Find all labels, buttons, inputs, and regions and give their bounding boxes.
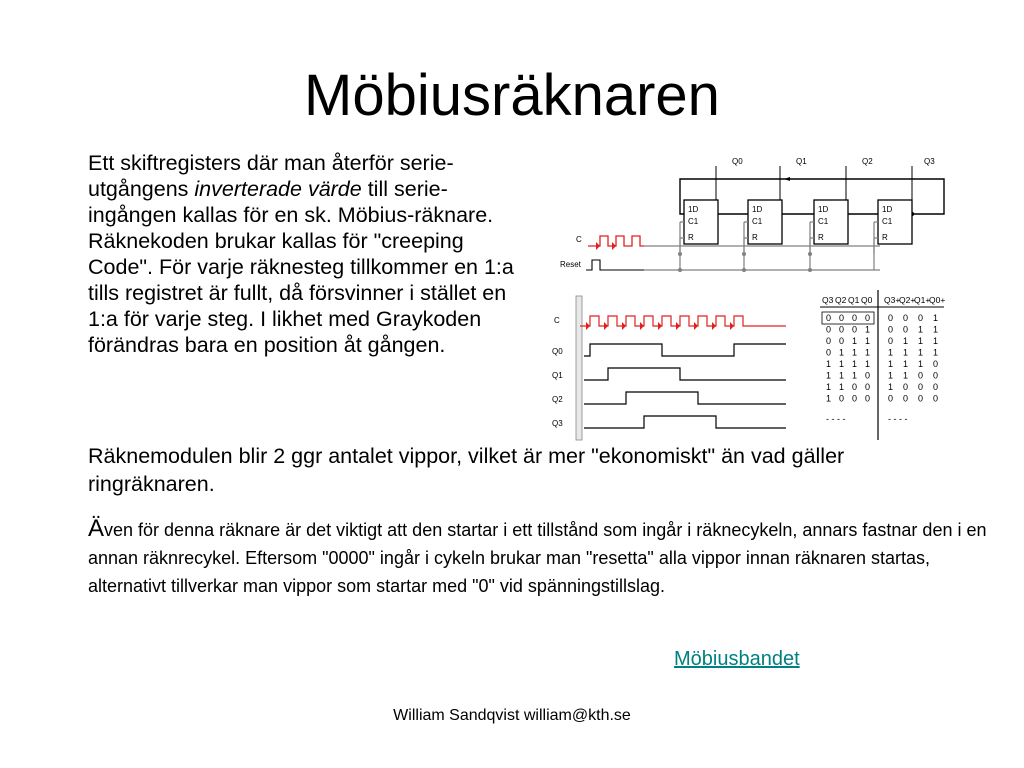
state-bit: 0 <box>826 347 832 358</box>
intro-text-italic: inverterade värde <box>194 177 362 201</box>
state-bit: 0 <box>839 336 845 346</box>
table-unused-right: - - - - <box>888 414 908 424</box>
table-header-left-q1: Q1 <box>848 295 860 305</box>
ff0-reset-label: R <box>688 233 694 242</box>
ff2-clk-label: C1 <box>818 217 829 226</box>
next-state-bit: 1 <box>903 347 909 358</box>
ff3-clk-label: C1 <box>882 217 893 226</box>
table-header-left-q2: Q2 <box>835 295 847 305</box>
q2-output-label: Q2 <box>862 157 873 166</box>
table-header-left-q3: Q3 <box>822 295 834 305</box>
next-state-bit: 0 <box>888 336 894 346</box>
timing-diagram <box>550 294 792 442</box>
state-bit: 1 <box>852 347 858 358</box>
state-bit: 1 <box>852 370 858 381</box>
timing-label-q2: Q2 <box>552 395 563 404</box>
footer-author: William Sandqvist william@kth.se <box>393 707 631 724</box>
next-state-bit: 1 <box>903 336 909 346</box>
next-state-bit: 1 <box>933 347 939 358</box>
ff1-d-label: 1D <box>752 205 763 214</box>
table-header-right-q2: Q2+ <box>899 295 916 305</box>
intro-text-before: Ett skiftregisters där man återför serie-utgångens <box>88 151 454 201</box>
reset-input-label: Reset <box>560 260 581 269</box>
next-state-bit: 0 <box>933 370 939 381</box>
mobius-counter-circuit <box>550 148 970 280</box>
state-bit: 1 <box>852 359 858 369</box>
clock-waveform <box>580 316 786 326</box>
next-state-bit: 1 <box>918 359 924 369</box>
intro-text-after: till serie-ingången kallas för en sk. Möbius-räknare. Räknekoden brukar kallas för "creeping Code". För varje räknesteg tillkommer en 1:a tills registret är fullt, då försvinner i stället en 1:a för varje steg. I likhet med Graykoden förändras bara en position åt gången. <box>88 177 514 357</box>
ff0-clk-label: C1 <box>688 217 699 226</box>
state-bit: 0 <box>839 313 845 323</box>
state-bit: 0 <box>852 324 858 335</box>
state-bit: 0 <box>852 393 858 404</box>
state-bit: 1 <box>865 359 871 369</box>
state-bit: 1 <box>839 359 845 369</box>
next-state-bit: 0 <box>933 393 939 404</box>
state-bit: 0 <box>839 324 845 335</box>
state-bit: 0 <box>865 370 871 381</box>
next-state-bit: 0 <box>918 382 924 392</box>
state-bit: 1 <box>826 382 832 392</box>
state-bit: 0 <box>826 336 832 346</box>
next-state-bit: 0 <box>903 382 909 392</box>
state-bit: 0 <box>826 324 832 335</box>
next-state-bit: 1 <box>933 324 939 335</box>
q1-output-label: Q1 <box>796 157 807 166</box>
table-header-left-q0: Q0 <box>861 295 873 305</box>
next-state-bit: 1 <box>933 336 939 346</box>
state-bit: 0 <box>826 313 832 323</box>
reset-paragraph-text: ven för denna räknare är det viktigt att den startar i ett tillstånd som ingår i räknecykeln, annars fastnar den i en annan räknrecykel. Eftersom "0000" ingår i cykeln brukar man "resetta" alla vippor innan räknaren startas, alternativt tillverkar man vippor som startar med "0" vid spänningstillslag. <box>88 520 987 596</box>
state-bit: 1 <box>839 370 845 381</box>
slide-title: Möbiusräknaren <box>304 63 720 128</box>
state-bit: 1 <box>865 324 871 335</box>
table-header-right-q1: Q1+ <box>914 295 931 305</box>
next-state-bit: 1 <box>888 370 894 381</box>
state-bit: 0 <box>852 313 858 323</box>
q3-output-label: Q3 <box>924 157 935 166</box>
intro-paragraph <box>88 150 528 358</box>
ff3-d-label: 1D <box>882 205 893 214</box>
next-state-bit: 0 <box>918 313 924 323</box>
ff1-clk-label: C1 <box>752 217 763 226</box>
ff3-reset-label: R <box>882 233 888 242</box>
next-state-bit: 0 <box>888 393 894 404</box>
state-transition-table <box>818 288 946 442</box>
state-bit: 1 <box>826 370 832 381</box>
timing-label-c: C <box>554 316 560 325</box>
clock-input-label: C <box>576 235 582 244</box>
ff2-d-label: 1D <box>818 205 829 214</box>
state-bit: 1 <box>865 336 871 346</box>
state-bit: 1 <box>826 393 832 404</box>
next-state-bit: 0 <box>903 313 909 323</box>
state-bit: 0 <box>865 313 871 323</box>
next-state-bit: 1 <box>918 324 924 335</box>
next-state-bit: 1 <box>888 347 894 358</box>
next-state-bit: 1 <box>918 347 924 358</box>
ff1-reset-label: R <box>752 233 758 242</box>
state-bit: 1 <box>852 336 858 346</box>
q0-output-label: Q0 <box>732 157 743 166</box>
reset-paragraph-initial: Ä <box>88 515 105 542</box>
state-bit: 0 <box>839 393 845 404</box>
timing-label-q1: Q1 <box>552 371 563 380</box>
ff0-d-label: 1D <box>688 205 699 214</box>
next-state-bit: 0 <box>918 393 924 404</box>
state-bit: 0 <box>865 382 871 392</box>
next-state-bit: 1 <box>888 382 894 392</box>
state-bit: 1 <box>865 347 871 358</box>
q0-waveform <box>584 344 786 356</box>
next-state-bit: 1 <box>933 313 939 323</box>
state-bit: 1 <box>826 359 832 369</box>
timing-label-q3: Q3 <box>552 419 563 428</box>
next-state-bit: 1 <box>888 359 894 369</box>
state-bit: 0 <box>852 382 858 392</box>
next-state-bit: 1 <box>903 359 909 369</box>
state-bit: 1 <box>839 382 845 392</box>
next-state-bit: 0 <box>888 313 894 323</box>
module-paragraph: Räknemodulen blir 2 ggr antalet vippor, vilket är mer "ekonomiskt" än vad gäller ringräknaren. <box>88 444 845 496</box>
mobius-band-link[interactable]: Möbiusbandet <box>674 648 800 670</box>
table-header-right-q3: Q3+ <box>884 295 901 305</box>
timing-label-q0: Q0 <box>552 347 563 356</box>
q1-waveform <box>584 368 786 380</box>
next-state-bit: 0 <box>903 393 909 404</box>
q3-waveform <box>584 416 786 428</box>
next-state-bit: 0 <box>933 382 939 392</box>
state-bit: 0 <box>865 393 871 404</box>
next-state-bit: 0 <box>933 359 939 369</box>
next-state-bit: 0 <box>888 324 894 335</box>
next-state-bit: 1 <box>903 370 909 381</box>
next-state-bit: 1 <box>918 336 924 346</box>
reset-paragraph <box>88 515 988 600</box>
next-state-bit: 0 <box>903 324 909 335</box>
state-bit: 1 <box>839 347 845 358</box>
table-unused-left: - - - - <box>826 414 846 424</box>
next-state-bit: 0 <box>918 370 924 381</box>
ff2-reset-label: R <box>818 233 824 242</box>
q2-waveform <box>584 392 786 404</box>
table-header-right-q0: Q0+ <box>929 295 946 305</box>
